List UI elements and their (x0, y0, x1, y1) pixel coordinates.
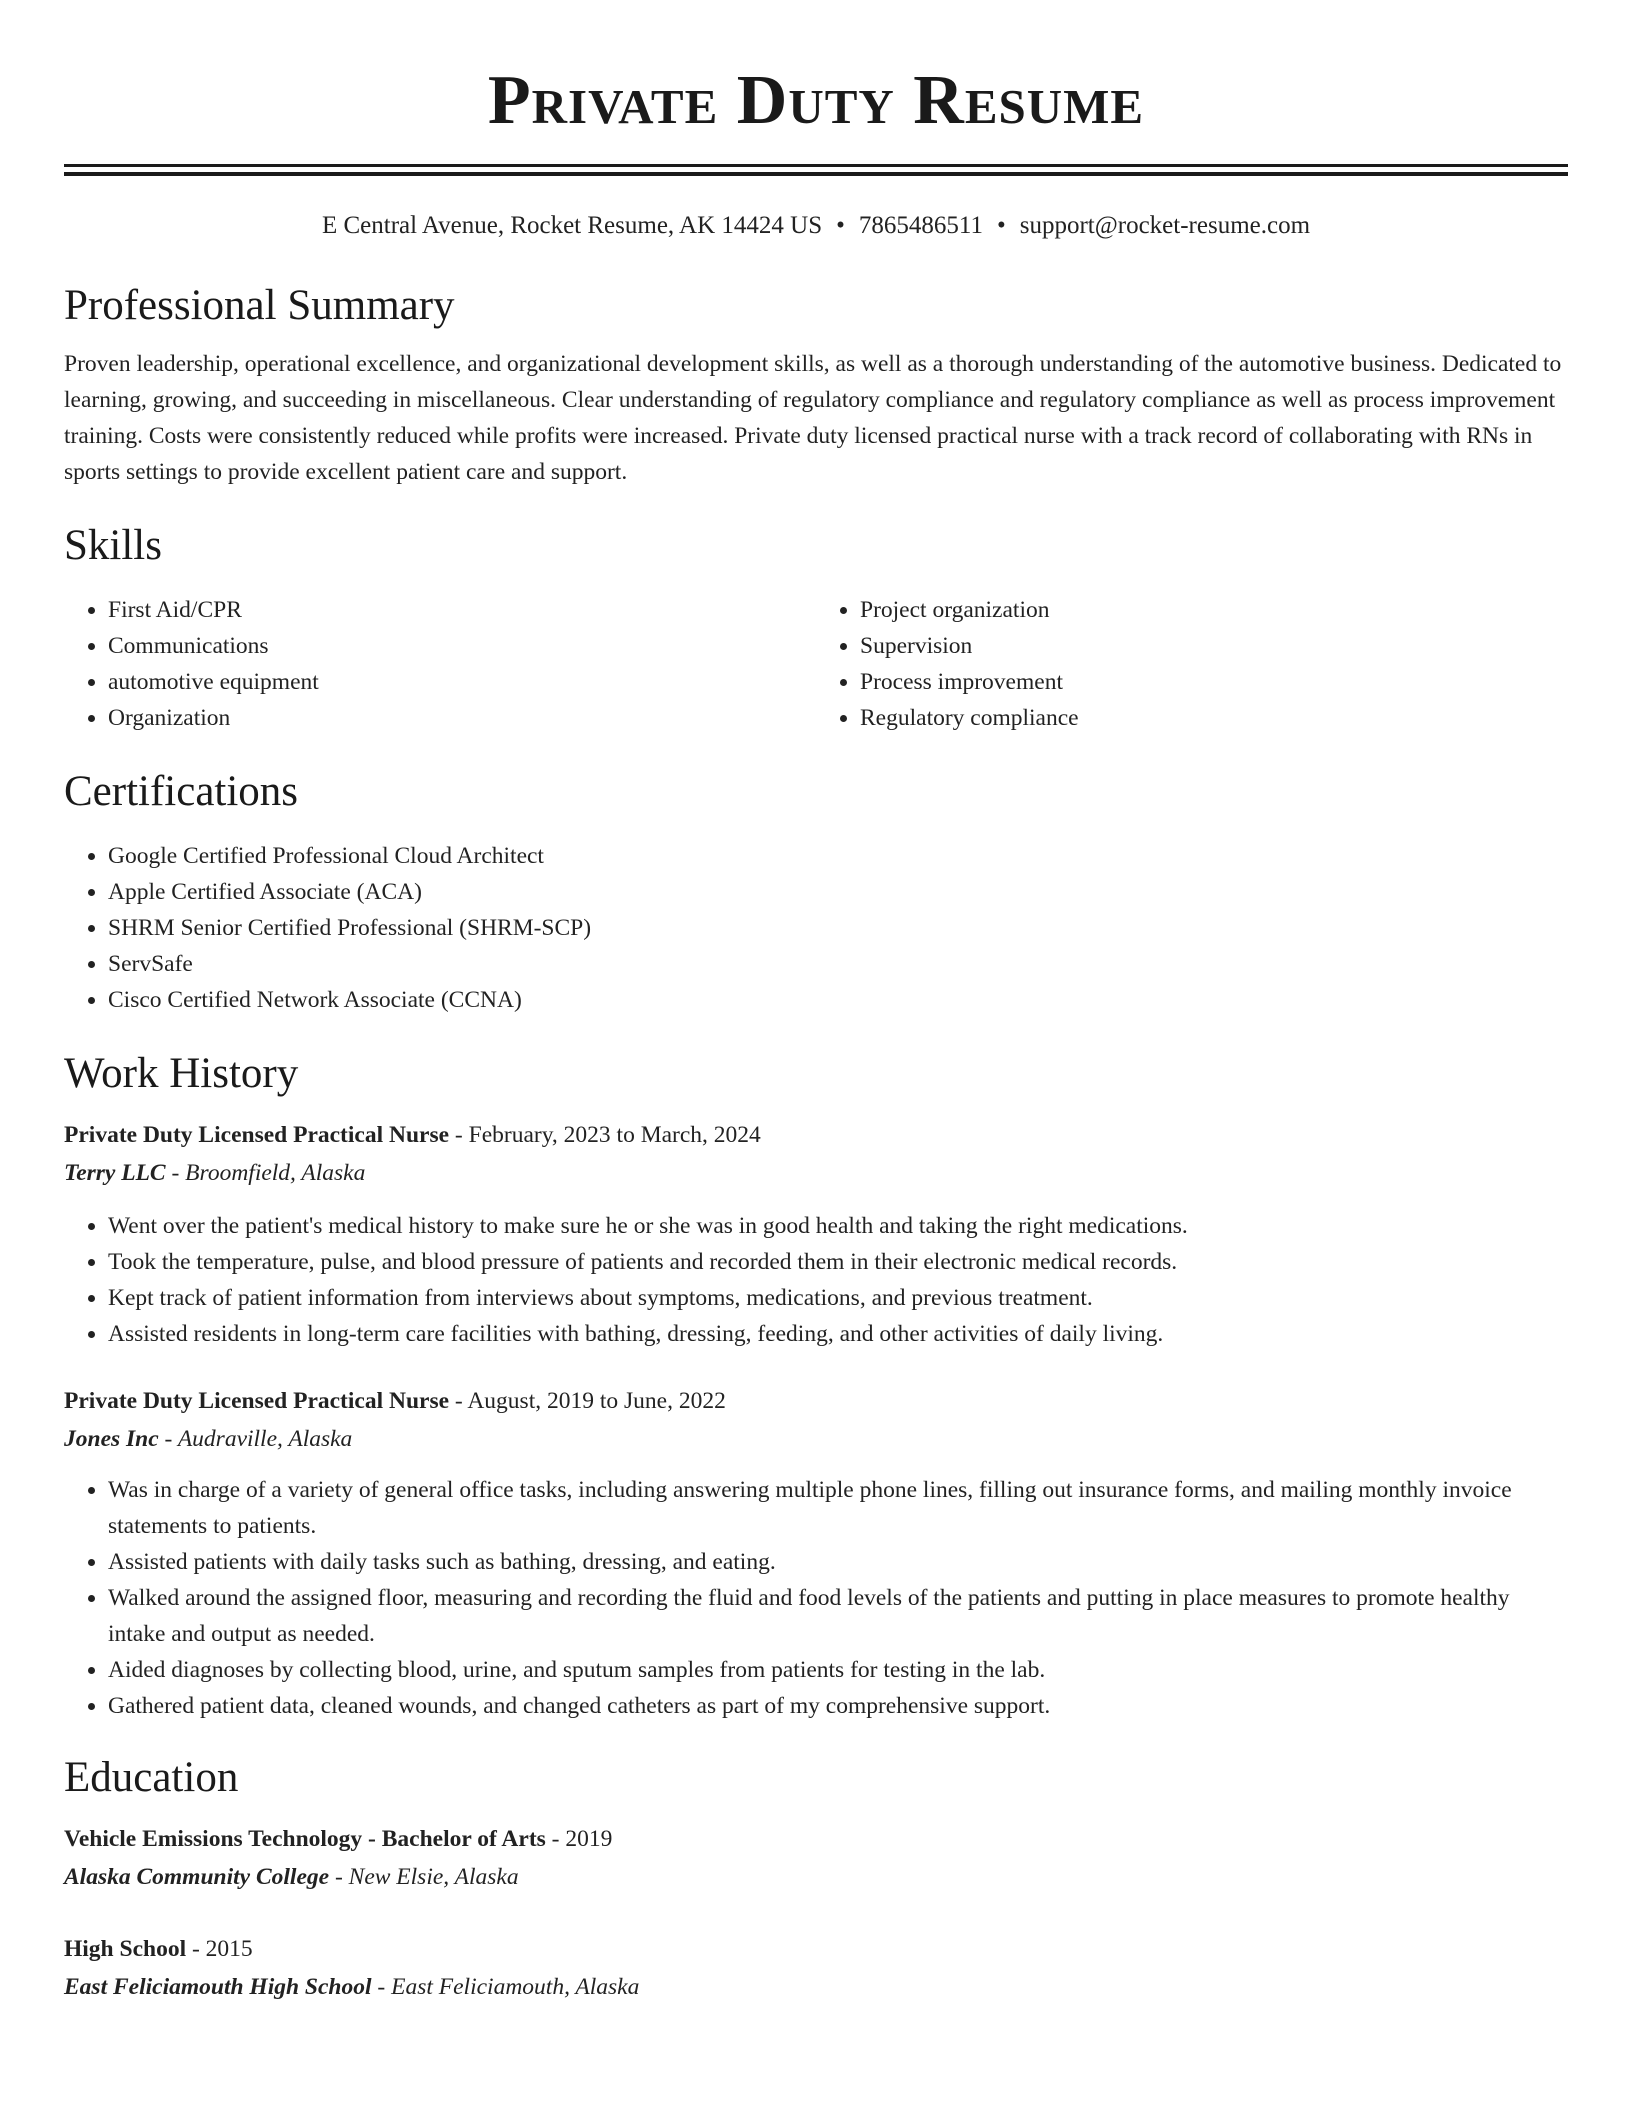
job-duties (64, 1208, 1568, 1352)
job-dates: - August, 2019 to June, 2022 (449, 1388, 726, 1414)
education-school: East Feliciamouth High School (64, 1974, 372, 2000)
summary-heading: Professional Summary (64, 282, 455, 329)
work-history-section (64, 1048, 1568, 1724)
contact-address: E Central Avenue, Rocket Resume, AK 14424 US (321, 212, 823, 239)
certifications-list (64, 838, 1568, 1018)
certification-item: • Apple Certified Associate (ACA) (108, 874, 1568, 910)
job-title: Private Duty Licensed Practical Nurse (64, 1122, 450, 1148)
education-header (64, 1930, 1568, 1968)
contact-email: support@rocket-resume.com (1019, 212, 1311, 239)
skill-item: • Organization (108, 700, 816, 736)
education-year: - 2015 (186, 1936, 253, 1962)
job-company: Jones Inc (64, 1426, 159, 1452)
education-degree: High School (64, 1936, 187, 1962)
education-year: - 2019 (545, 1826, 613, 1852)
summary-text: Proven leadership, operational excellence, and organizational development skills, as well as a thorough understanding of the automotive business. Dedicated to learning, growing, and succeeding in miscellaneous. Clear understanding of regulatory compliance and regulatory compliance as well as process improvement training. Costs were consistently reduced while profits were increased. Private duty licensed practical nurse with a track record of collaborating with RNs in sports settings to provide excellent patient care and support. (64, 351, 1562, 485)
certification-item: • SHRM Senior Certified Professional (SHRM-SCP) (108, 910, 1568, 946)
title-rule-top (64, 164, 1568, 167)
skill-item: • automotive equipment (108, 664, 816, 700)
skill-item: • Process improvement (860, 664, 1568, 700)
education-degree: Vehicle Emissions Technology - Bachelor of Arts (64, 1826, 546, 1852)
education-header (64, 1820, 1568, 1858)
job-duty: • Assisted residents in long-term care facilities with bathing, dressing, feeding, and other activities of daily living. (108, 1316, 1568, 1352)
contact-separator: • (996, 212, 1006, 239)
skills-section (64, 520, 1568, 736)
skills-heading: Skills (64, 522, 162, 569)
job-entry (64, 1116, 1568, 1352)
job-location: - Broomfield, Alaska (165, 1160, 366, 1186)
work-history-heading: Work History (64, 1050, 299, 1097)
certification-item: • ServSafe (108, 946, 1568, 982)
job-dates: - February, 2023 to March, 2024 (449, 1122, 761, 1148)
skills-list-right (816, 592, 1568, 736)
contact-separator: • (836, 212, 845, 239)
skill-item: • Supervision (860, 628, 1568, 664)
summary-section (64, 280, 1568, 490)
skill-item: • Communications (108, 628, 816, 664)
job-duties (64, 1472, 1568, 1724)
certification-item: • Google Certified Professional Cloud Architect (108, 838, 1568, 874)
job-duty: • Aided diagnoses by collecting blood, urine, and sputum samples from patients for testing in the lab. (108, 1652, 1568, 1688)
certifications-heading: Certifications (64, 768, 299, 815)
job-duty: • Kept track of patient information from interviews about symptoms, medications, and previous treatment. (108, 1280, 1568, 1316)
job-duty: • Took the temperature, pulse, and blood pressure of patients and recorded them in their electronic medical records. (108, 1244, 1568, 1280)
skill-item: • Project organization (860, 592, 1568, 628)
job-header (64, 1116, 1568, 1154)
job-entry (64, 1382, 1568, 1724)
education-institution (64, 1858, 1568, 1896)
job-duty: • Was in charge of a variety of general office tasks, including answering multiple phone lines, filling out insurance forms, and mailing monthly invoice statements to patients. (108, 1472, 1568, 1544)
certifications-section (64, 766, 1568, 1018)
education-entry (64, 1820, 1568, 1896)
job-employer (64, 1154, 1568, 1192)
education-section (64, 1752, 1568, 2006)
contact-line (64, 208, 1568, 244)
job-employer (64, 1420, 1568, 1458)
title-rule-bottom (64, 172, 1568, 176)
education-school: Alaska Community College (64, 1864, 330, 1890)
job-company: Terry LLC (64, 1160, 166, 1186)
job-location: - Audraville, Alaska (158, 1426, 353, 1452)
education-heading: Education (64, 1754, 239, 1801)
job-title: Private Duty Licensed Practical Nurse (64, 1388, 450, 1414)
skills-columns (64, 592, 1568, 736)
job-duty: • Went over the patient's medical history to make sure he or she was in good health and taking the right medications. (108, 1208, 1568, 1244)
education-institution (64, 1968, 1568, 2006)
job-duty: • Walked around the assigned floor, measuring and recording the fluid and food levels of the patients and putting in place measures to promote healthy intake and output as needed. (108, 1580, 1568, 1652)
job-header (64, 1382, 1568, 1420)
skill-item: • First Aid/CPR (108, 592, 816, 628)
certification-item: • Cisco Certified Network Associate (CCNA) (108, 982, 1568, 1018)
education-entry (64, 1930, 1568, 2006)
resume-title: Private Duty Resume (487, 62, 1145, 139)
education-location: - East Feliciamouth, Alaska (371, 1974, 640, 2000)
job-duty: • Assisted patients with daily tasks such as bathing, dressing, and eating. (108, 1544, 1568, 1580)
education-location: - New Elsie, Alaska (329, 1864, 519, 1890)
skills-list-left (64, 592, 816, 736)
contact-phone: 7865486511 (858, 212, 983, 239)
job-duty: • Gathered patient data, cleaned wounds, and changed catheters as part of my comprehensive support. (108, 1688, 1568, 1724)
skill-item: • Regulatory compliance (860, 700, 1568, 736)
